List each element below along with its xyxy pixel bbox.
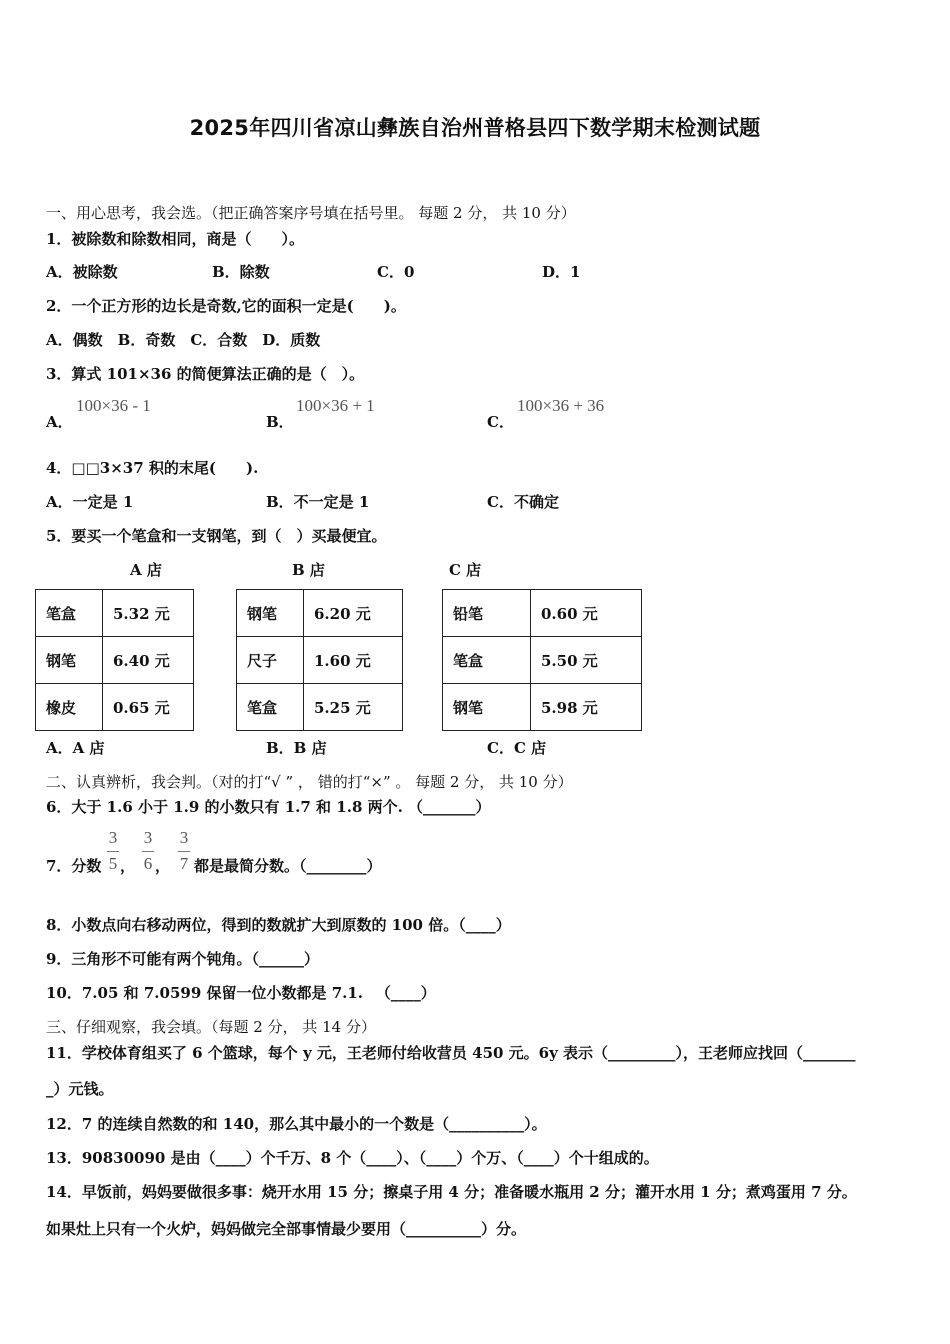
shop-c-table [442, 589, 642, 731]
table-row [237, 590, 403, 637]
question-11-line-1: 11．学校体育组买了 6 个篮球，每个 y 元，王老师付给收营员 450 元。6y 表示（_________），王老师应找回（_______ [46, 1044, 856, 1062]
question-6: 6．大于 1.6 小于 1.9 的小数只有 1.7 和 1.8 两个. （_______） [46, 798, 491, 816]
q4-option-c: C．不确定 [487, 493, 559, 511]
question-14-line-2: 如果灶上只有一个火炉，妈妈做完全部事情最少要用（__________）分。 [46, 1220, 527, 1238]
item-price: 5.25 元 [304, 684, 403, 731]
q1-option-b: B．除数 [212, 263, 270, 281]
table-row [36, 684, 194, 731]
question-14-line-1: 14．早饭前，妈妈要做很多事：烧开水用 15 分；擦桌子用 4 分；准备暖水瓶用 2 分；灌开水用 1 分；煮鸡蛋用 7 分。 [46, 1183, 857, 1201]
q3-option-b-label: B． [266, 413, 294, 431]
item-price: 0.60 元 [531, 590, 642, 637]
q3-option-a-label: A． [46, 413, 73, 431]
q1-option-d: D．1 [542, 263, 581, 281]
table-row [237, 637, 403, 684]
table-row [36, 590, 194, 637]
item-price: 5.32 元 [103, 590, 194, 637]
q3-option-a-expression: 100×36 - 1 [76, 396, 151, 415]
item-name: 钢笔 [237, 590, 304, 637]
question-3: 3．算式 101×36 的简便算法正确的是（ ）。 [46, 365, 365, 383]
item-name: 铅笔 [443, 590, 531, 637]
fraction-1-bar [107, 851, 119, 852]
question-5: 5．要买一个笔盒和一支钢笔，到（ ）买最便宜。 [46, 527, 387, 545]
item-price: 6.20 元 [304, 590, 403, 637]
question-2: 2．一个正方形的边长是奇数,它的面积一定是( )。 [46, 297, 406, 315]
fraction-separator: ， [155, 857, 171, 875]
q3-option-c-label: C． [487, 413, 514, 431]
question-1: 1．被除数和除数相同，商是（ ）。 [46, 230, 304, 248]
fraction-separator: ， [120, 857, 136, 875]
fraction-1-denominator: 5 [108, 854, 118, 873]
item-price: 6.40 元 [103, 637, 194, 684]
item-name: 钢笔 [443, 684, 531, 731]
fraction-1-numerator: 3 [108, 828, 118, 847]
item-price: 1.60 元 [304, 637, 403, 684]
table-row [36, 637, 194, 684]
item-price: 5.98 元 [531, 684, 642, 731]
q5-option-c: C．C 店 [487, 739, 547, 757]
fraction-2-bar [142, 851, 154, 852]
question-11-line-2: _）元钱。 [46, 1080, 114, 1098]
question-7-suffix: 都是最简分数。（________） [194, 857, 382, 875]
item-name: 笔盒 [36, 590, 103, 637]
q1-option-a: A．被除数 [46, 263, 118, 281]
section-1-heading: 一、用心思考，我会选。（把正确答案序号填在括号里。 每题 2 分， 共 10 分） [46, 204, 576, 222]
q4-option-a: A．一定是 1 [46, 493, 134, 511]
q3-option-b-expression: 100×36 + 1 [296, 396, 375, 415]
q3-option-c-expression: 100×36 + 36 [517, 396, 605, 415]
q1-option-c: C．0 [377, 263, 415, 281]
question-4: 4．□□3×37 积的末尾( ). [46, 459, 259, 477]
q4-option-b: B．不一定是 1 [266, 493, 370, 511]
question-10: 10．7.05 和 7.0599 保留一位小数都是 7.1. （____） [46, 984, 436, 1002]
fraction-3-numerator: 3 [179, 828, 189, 847]
shop-c-name: C 店 [449, 561, 482, 579]
table-row [443, 637, 642, 684]
shop-a-table [35, 589, 194, 731]
item-name: 尺子 [237, 637, 304, 684]
item-name: 橡皮 [36, 684, 103, 731]
table-row [443, 684, 642, 731]
fraction-3-bar [178, 851, 190, 852]
item-name: 钢笔 [36, 637, 103, 684]
question-8: 8．小数点向右移动两位，得到的数就扩大到原数的 100 倍。（____） [46, 916, 511, 934]
item-name: 笔盒 [443, 637, 531, 684]
shop-a-name: A 店 [130, 561, 162, 579]
q5-option-a: A．A 店 [46, 739, 105, 757]
item-price: 5.50 元 [531, 637, 642, 684]
question-7-prefix: 7．分数 [46, 857, 102, 875]
q5-option-b: B．B 店 [266, 739, 327, 757]
q2-options: A．偶数 B．奇数 C．合数 D．质数 [46, 331, 321, 349]
fraction-2-numerator: 3 [143, 828, 153, 847]
item-name: 笔盒 [237, 684, 304, 731]
shop-b-table [236, 589, 403, 731]
table-row [443, 590, 642, 637]
question-12: 12．7 的连续自然数的和 140，那么其中最小的一个数是（__________）。 [46, 1115, 547, 1133]
item-price: 0.65 元 [103, 684, 194, 731]
fraction-3-denominator: 7 [179, 854, 189, 873]
table-row [237, 684, 403, 731]
fraction-2-denominator: 6 [143, 854, 153, 873]
section-2-heading: 二、认真辨析，我会判。（对的打“√ ” ， 错的打“×” 。 每题 2 分， 共 10 分） [46, 773, 573, 791]
shop-b-name: B 店 [292, 561, 325, 579]
section-3-heading: 三、仔细观察，我会填。（每题 2 分， 共 14 分） [46, 1018, 376, 1036]
question-9: 9．三角形不可能有两个钝角。（______） [46, 950, 319, 968]
page-title: 2025年四川省凉山彝族自治州普格县四下数学期末检测试题 [189, 116, 761, 140]
question-13: 13．90830090 是由（____）个千万、8 个（____）、（____）个万、（____）个十组成的。 [46, 1149, 659, 1167]
